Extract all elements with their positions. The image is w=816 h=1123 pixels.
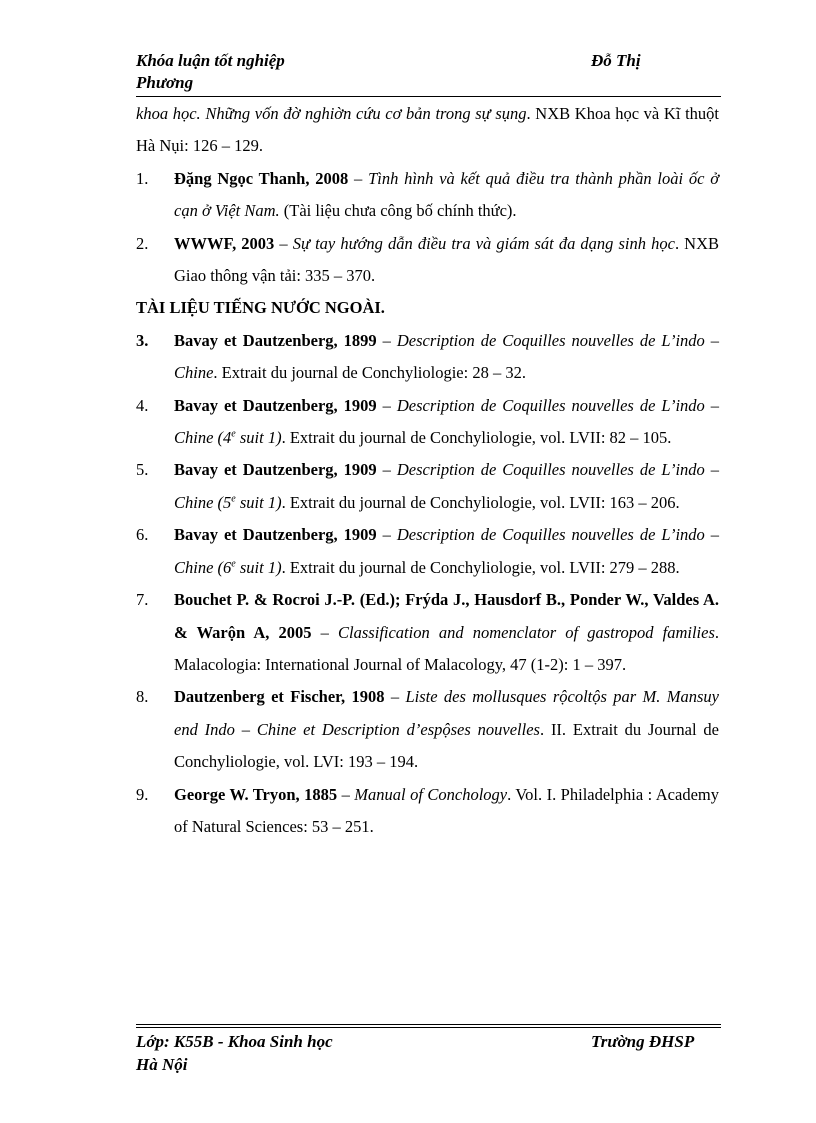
- reference-author: WWWF, 2003: [174, 233, 275, 253]
- footer-rule: [136, 1024, 721, 1025]
- reference-title: Tình hình và kết quả điều tra thành phần loài ốc ở cạn ở Việt Nam.: [174, 168, 719, 221]
- reference-rest: . Extrait du journal de Conchyliologie, vol. LVII: 279 – 288.: [281, 557, 680, 577]
- reference-separator: –: [376, 395, 397, 415]
- reference-author: George W. Tryon, 1885: [174, 784, 338, 804]
- footer-class-label: Lớp: K55B - Khoa Sinh học: [136, 1032, 333, 1051]
- reference-title: Classification and nomenclator of gastropod families: [338, 622, 715, 642]
- page-footer: [136, 1031, 721, 1074]
- continued-reference-title: khoa học. Những vốn đờ nghiờn cứu cơ bản trong sự sụng: [136, 104, 527, 123]
- reference-rest: . II. Extrait du Journal de Conchyliologie, vol. LVI: 193 – 194.: [174, 719, 719, 772]
- reference-entry-7: [136, 584, 719, 681]
- reference-title: Liste des mollusques rộcoltộs par M. Mansuy end Indo – Chine et Description d’espộses nouvelles: [174, 687, 720, 739]
- reference-author: Bavay et Dautzenberg, 1899: [174, 330, 377, 350]
- footer-rule-double: [136, 1027, 721, 1028]
- reference-separator: –: [376, 330, 397, 350]
- reference-rest: . Extrait du journal de Conchyliologie: 28 – 32.: [213, 363, 526, 383]
- reference-number: 8.: [136, 687, 149, 707]
- header-author-name: Đỗ Thị: [591, 51, 641, 70]
- header-rule: [136, 96, 721, 97]
- reference-separator: –: [384, 687, 406, 707]
- reference-separator: –: [348, 168, 369, 188]
- reference-rest: . Extrait du journal de Conchyliologie, vol. LVII: 82 – 105.: [281, 428, 672, 448]
- reference-title: Description de Coquilles nouvelles de L’indo – Chine: [174, 330, 720, 383]
- reference-number: 2.: [136, 233, 149, 253]
- reference-author: Bavay et Dautzenberg, 1909: [174, 525, 377, 545]
- reference-entry-4: [136, 390, 719, 455]
- reference-number: 5.: [136, 460, 149, 480]
- reference-rest: . Malacologia: International Journal of Malacology, 47 (1-2): 1 – 397.: [174, 622, 720, 674]
- reference-list: [136, 98, 719, 843]
- reference-title: Description de Coquilles nouvelles de L’indo – Chine (5e suit 1): [174, 460, 720, 512]
- reference-separator: –: [376, 525, 397, 545]
- reference-entry-5: [136, 454, 719, 519]
- reference-rest: . Vol. I. Philadelphia : Academy of Natural Sciences: 53 – 251.: [174, 784, 719, 836]
- reference-rest: . NXB Giao thông vận tải: 335 – 370.: [174, 233, 719, 286]
- reference-entry-2: [136, 228, 719, 293]
- header-thesis-label: Khóa luận tốt nghiệp: [136, 51, 285, 70]
- reference-number: 7.: [136, 590, 149, 610]
- reference-entry-1: [136, 163, 719, 228]
- section-title-foreign-references: TÀI LIỆU TIẾNG NƯỚC NGOÀI.: [136, 298, 385, 318]
- footer-school-city: Hà Nội: [136, 1055, 188, 1074]
- reference-title: Sự tay hướng dẫn điều tra và giám sát đa dạng sinh học: [292, 233, 675, 253]
- reference-entry-9: [136, 779, 719, 844]
- reference-title: Description de Coquilles nouvelles de L’indo – Chine (4e suit 1): [174, 395, 720, 448]
- reference-separator: –: [376, 460, 397, 480]
- reference-number: 4.: [136, 395, 149, 415]
- continued-reference: [136, 98, 719, 163]
- footer-school-name: Trường ĐHSP: [591, 1032, 695, 1051]
- reference-separator: –: [274, 233, 293, 253]
- reference-entry-8: [136, 681, 719, 778]
- reference-author: Dautzenberg et Fischer, 1908: [174, 687, 385, 707]
- reference-author: Đặng Ngọc Thanh, 2008: [174, 168, 349, 188]
- reference-entry-6: [136, 519, 719, 584]
- reference-number: 9.: [136, 784, 149, 804]
- header-author-name-continued: Phương: [136, 73, 194, 92]
- reference-author: Bavay et Dautzenberg, 1909: [174, 395, 377, 415]
- reference-separator: –: [337, 784, 355, 804]
- reference-rest: . Extrait du journal de Conchyliologie, vol. LVII: 163 – 206.: [281, 492, 680, 512]
- reference-separator: –: [311, 622, 339, 642]
- reference-rest: (Tài liệu chưa công bố chính thức).: [279, 201, 517, 221]
- reference-number: 6.: [136, 525, 149, 545]
- reference-author: Bouchet P. & Rocroi J.-P. (Ed.); Frýda J., Hausdorf B., Ponder W., Valdes A. & Warộn A, 2005: [174, 590, 719, 642]
- reference-author: Bavay et Dautzenberg, 1909: [174, 460, 377, 480]
- reference-number: 1.: [136, 168, 149, 188]
- continued-reference-rest: . NXB Khoa học và Kĩ thuột Hà Nụi: 126 – 129.: [136, 104, 719, 156]
- reference-title: Description de Coquilles nouvelles de L’indo – Chine (6e suit 1): [174, 525, 720, 577]
- reference-number: 3.: [136, 330, 149, 350]
- reference-title: Manual of Conchology: [354, 784, 508, 804]
- reference-entry-3: [136, 325, 719, 390]
